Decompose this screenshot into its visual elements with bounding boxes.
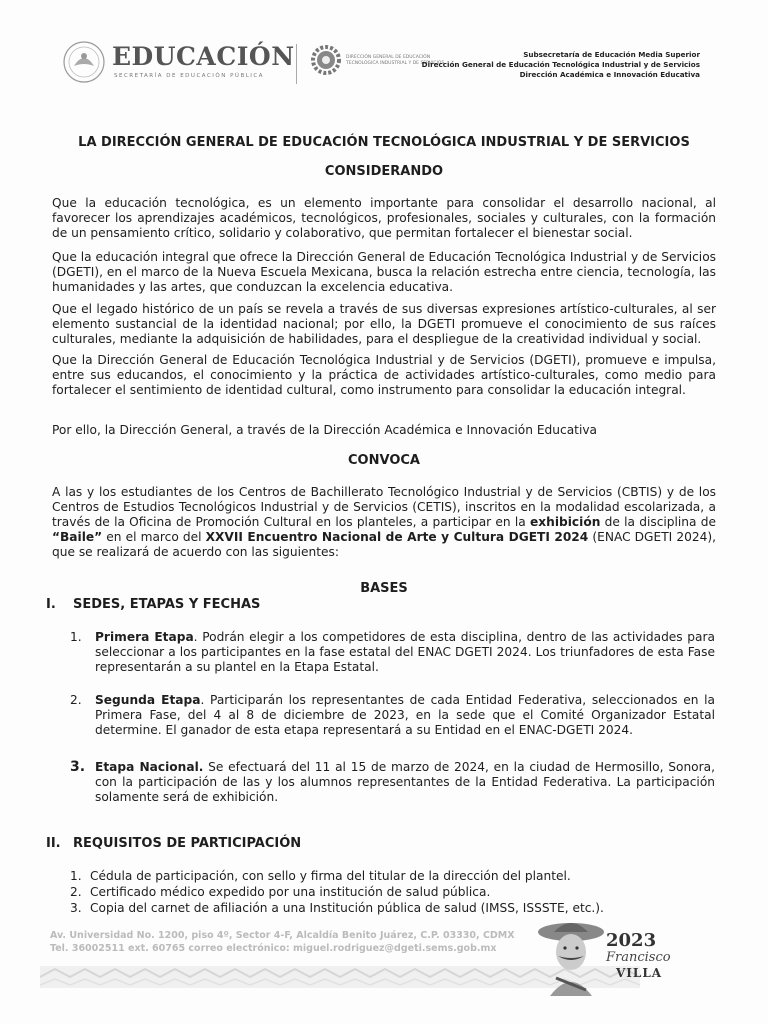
list-item [70, 630, 715, 675]
item-3-text: Se efectuará del 11 al 15 de marzo de 2024, en la ciudad de Hermosillo, Sonora, con la participación de las y los alumnos representantes de la Entidad Federativa. La participación solamente será de exhibición. [95, 760, 715, 804]
item-1-number: 1. [70, 630, 82, 644]
p6-text-c: de la disciplina de [600, 515, 716, 529]
header-dependencies [422, 50, 700, 80]
paragraph-2: Que la educación integral que ofrece la Dirección General de Educación Tecnológica Industrial y de Servicios (DGETI), en el marco de la Nueva Escuela Mexicana, busca la relación estrecha entre ciencia, tecnología, las humanidades y las artes, que conduzcan la excelencia educativa. [52, 250, 716, 294]
paragraph-6 [52, 485, 716, 560]
francisco-villa-emblem [536, 918, 716, 998]
item-2-bold: Segunda Etapa [95, 693, 201, 707]
item-2-text: . Participarán los representantes de cada Entidad Federativa, seleccionados en la Primera Fase, del 4 al 8 de diciembre de 2023, en la sede que el Comité Organizador Estatal determine. El ganador de esta etapa representará a su Entidad en el ENAC-DGETI 2024. [95, 693, 716, 737]
villa-last-name: VILLA [616, 966, 663, 980]
section-1-title: SEDES, ETAPAS Y FECHAS [73, 597, 261, 612]
eagle-emblem-icon [62, 40, 106, 84]
section-2-heading [46, 836, 301, 851]
item-1-bold: Primera Etapa [95, 630, 194, 644]
gear-icon [310, 44, 342, 76]
list-item [70, 760, 715, 805]
item-1-text: . Podrán elegir a los competidores de esta disciplina, dentro de las actividades para seleccionar a los participantes en la fase estatal del ENAC DGETI 2024. Los triunfadores de esta Fase representarán a su plantel en la Etapa Estatal. [95, 630, 715, 674]
dgeti-line1: DIRECCIÓN GENERAL DE EDUCACIÓN [346, 55, 431, 60]
logo-subtitle: SECRETARÍA DE EDUCACIÓN PÚBLICA [114, 73, 265, 79]
header-line3: Dirección Académica e Innovación Educativa [519, 70, 700, 79]
requirement-1 [70, 869, 571, 884]
convoca-heading: CONVOCA [348, 453, 420, 468]
sep-logo [62, 40, 295, 86]
item-3-number: 3. [70, 759, 86, 775]
req-3-text: Copia del carnet de afiliación a una Institución pública de salud (IMSS, ISSSTE, etc.). [90, 901, 604, 915]
p6-bold-encuentro: XXVII Encuentro Nacional de Arte y Cultura DGETI 2024 [205, 530, 589, 544]
req-3-number: 3. [70, 901, 82, 915]
item-2-number: 2. [70, 693, 82, 707]
requirement-3 [70, 901, 604, 916]
paragraph-4: Que la Dirección General de Educación Tecnológica Industrial y de Servicios (DGETI), promueve e impulsa, entre sus educandos, el conocimiento y la práctica de actividades artístico-culturales, como medio para fortalecer el sentimiento de identidad cultural, como instrumento para consolidar la educación integral. [52, 353, 716, 397]
paragraph-3: Que el legado histórico de un país se revela a través de sus diversas expresiones artístico-culturales, al ser elemento sustancial de la identidad nacional; por ello, la DGETI promueve el conocimiento de sus raíces culturales, mediante la adquisición de habilidades, para el despliegue de la creatividad individual y social. [52, 302, 716, 346]
paragraph-1: Que la educación tecnológica, es un elemento importante para consolidar el desarrollo nacional, al favorecer los aprendizajes académicos, tecnológicos, profesionales, sociales y culturales, con la formación de un pensamiento crítico, solidario y colaborativo, que permitan fortalecer el bienestar social. [52, 196, 716, 240]
section-2-number: II. [46, 836, 61, 851]
section-2-title: REQUISITOS DE PARTICIPACIÓN [73, 836, 302, 851]
req-2-number: 2. [70, 885, 82, 899]
p6-text-e: en el marco del [102, 530, 206, 544]
p6-bold-baile: “Baile” [52, 530, 103, 544]
dgeti-line2: TECNOLÓGICA INDUSTRIAL Y DE SERVICIOS [346, 61, 445, 66]
p6-bold-exhibicion: exhibición [530, 515, 601, 529]
logo-word: EDUCACIÓN [112, 42, 295, 71]
section-1-heading [46, 597, 260, 612]
footer-address [50, 929, 515, 955]
header-line2: Dirección General de Educación Tecnológica Industrial y de Servicios [421, 60, 700, 69]
list-item [70, 693, 715, 738]
req-1-number: 1. [70, 869, 82, 883]
document-title: LA DIRECCIÓN GENERAL DE EDUCACIÓN TECNOLÓGICA INDUSTRIAL Y DE SERVICIOS [78, 135, 690, 150]
villa-portrait-icon [536, 918, 606, 996]
requirement-2 [70, 885, 490, 900]
header-divider [296, 44, 297, 84]
bases-heading: BASES [360, 581, 408, 596]
villa-first-name: Francisco [606, 950, 671, 965]
p6-text-a: A las y los estudiantes de los Centros de Bachillerato Tecnológico Industrial y de Servicios (CBTIS) y de los Centros de Estudios Tecnológicos Industrial y de Servicios (CETIS), inscritos en la modalidad escolarizada, a través de la Oficina de Promoción Cultural en los planteles, a participar en la [52, 485, 716, 529]
footer-line1: Av. Universidad No. 1200, piso 4º, Sector 4-F, Alcaldía Benito Juárez, C.P. 03330, CDMX [50, 930, 515, 941]
req-1-text: Cédula de participación, con sello y firma del titular de la dirección del plantel. [90, 869, 571, 883]
item-3-bold: Etapa Nacional. [95, 760, 204, 774]
section-1-number: I. [46, 597, 56, 612]
req-2-text: Certificado médico expedido por una institución de salud pública. [90, 885, 491, 899]
considerando-heading: CONSIDERANDO [324, 164, 444, 179]
villa-year: 2023 [606, 930, 657, 951]
header-line1: Subsecretaría de Educación Media Superior [523, 50, 700, 59]
footer-line2: Tel. 36002511 ext. 60765 correo electrónico: miguel.rodriguez@dgeti.sems.gob.mx [50, 943, 497, 954]
p6-text-g: (ENAC DGETI 2024), que se realizará de acuerdo con las siguientes: [52, 530, 716, 559]
paragraph-5: Por ello, la Dirección General, a través de la Dirección Académica e Innovación Educativa [52, 423, 598, 437]
